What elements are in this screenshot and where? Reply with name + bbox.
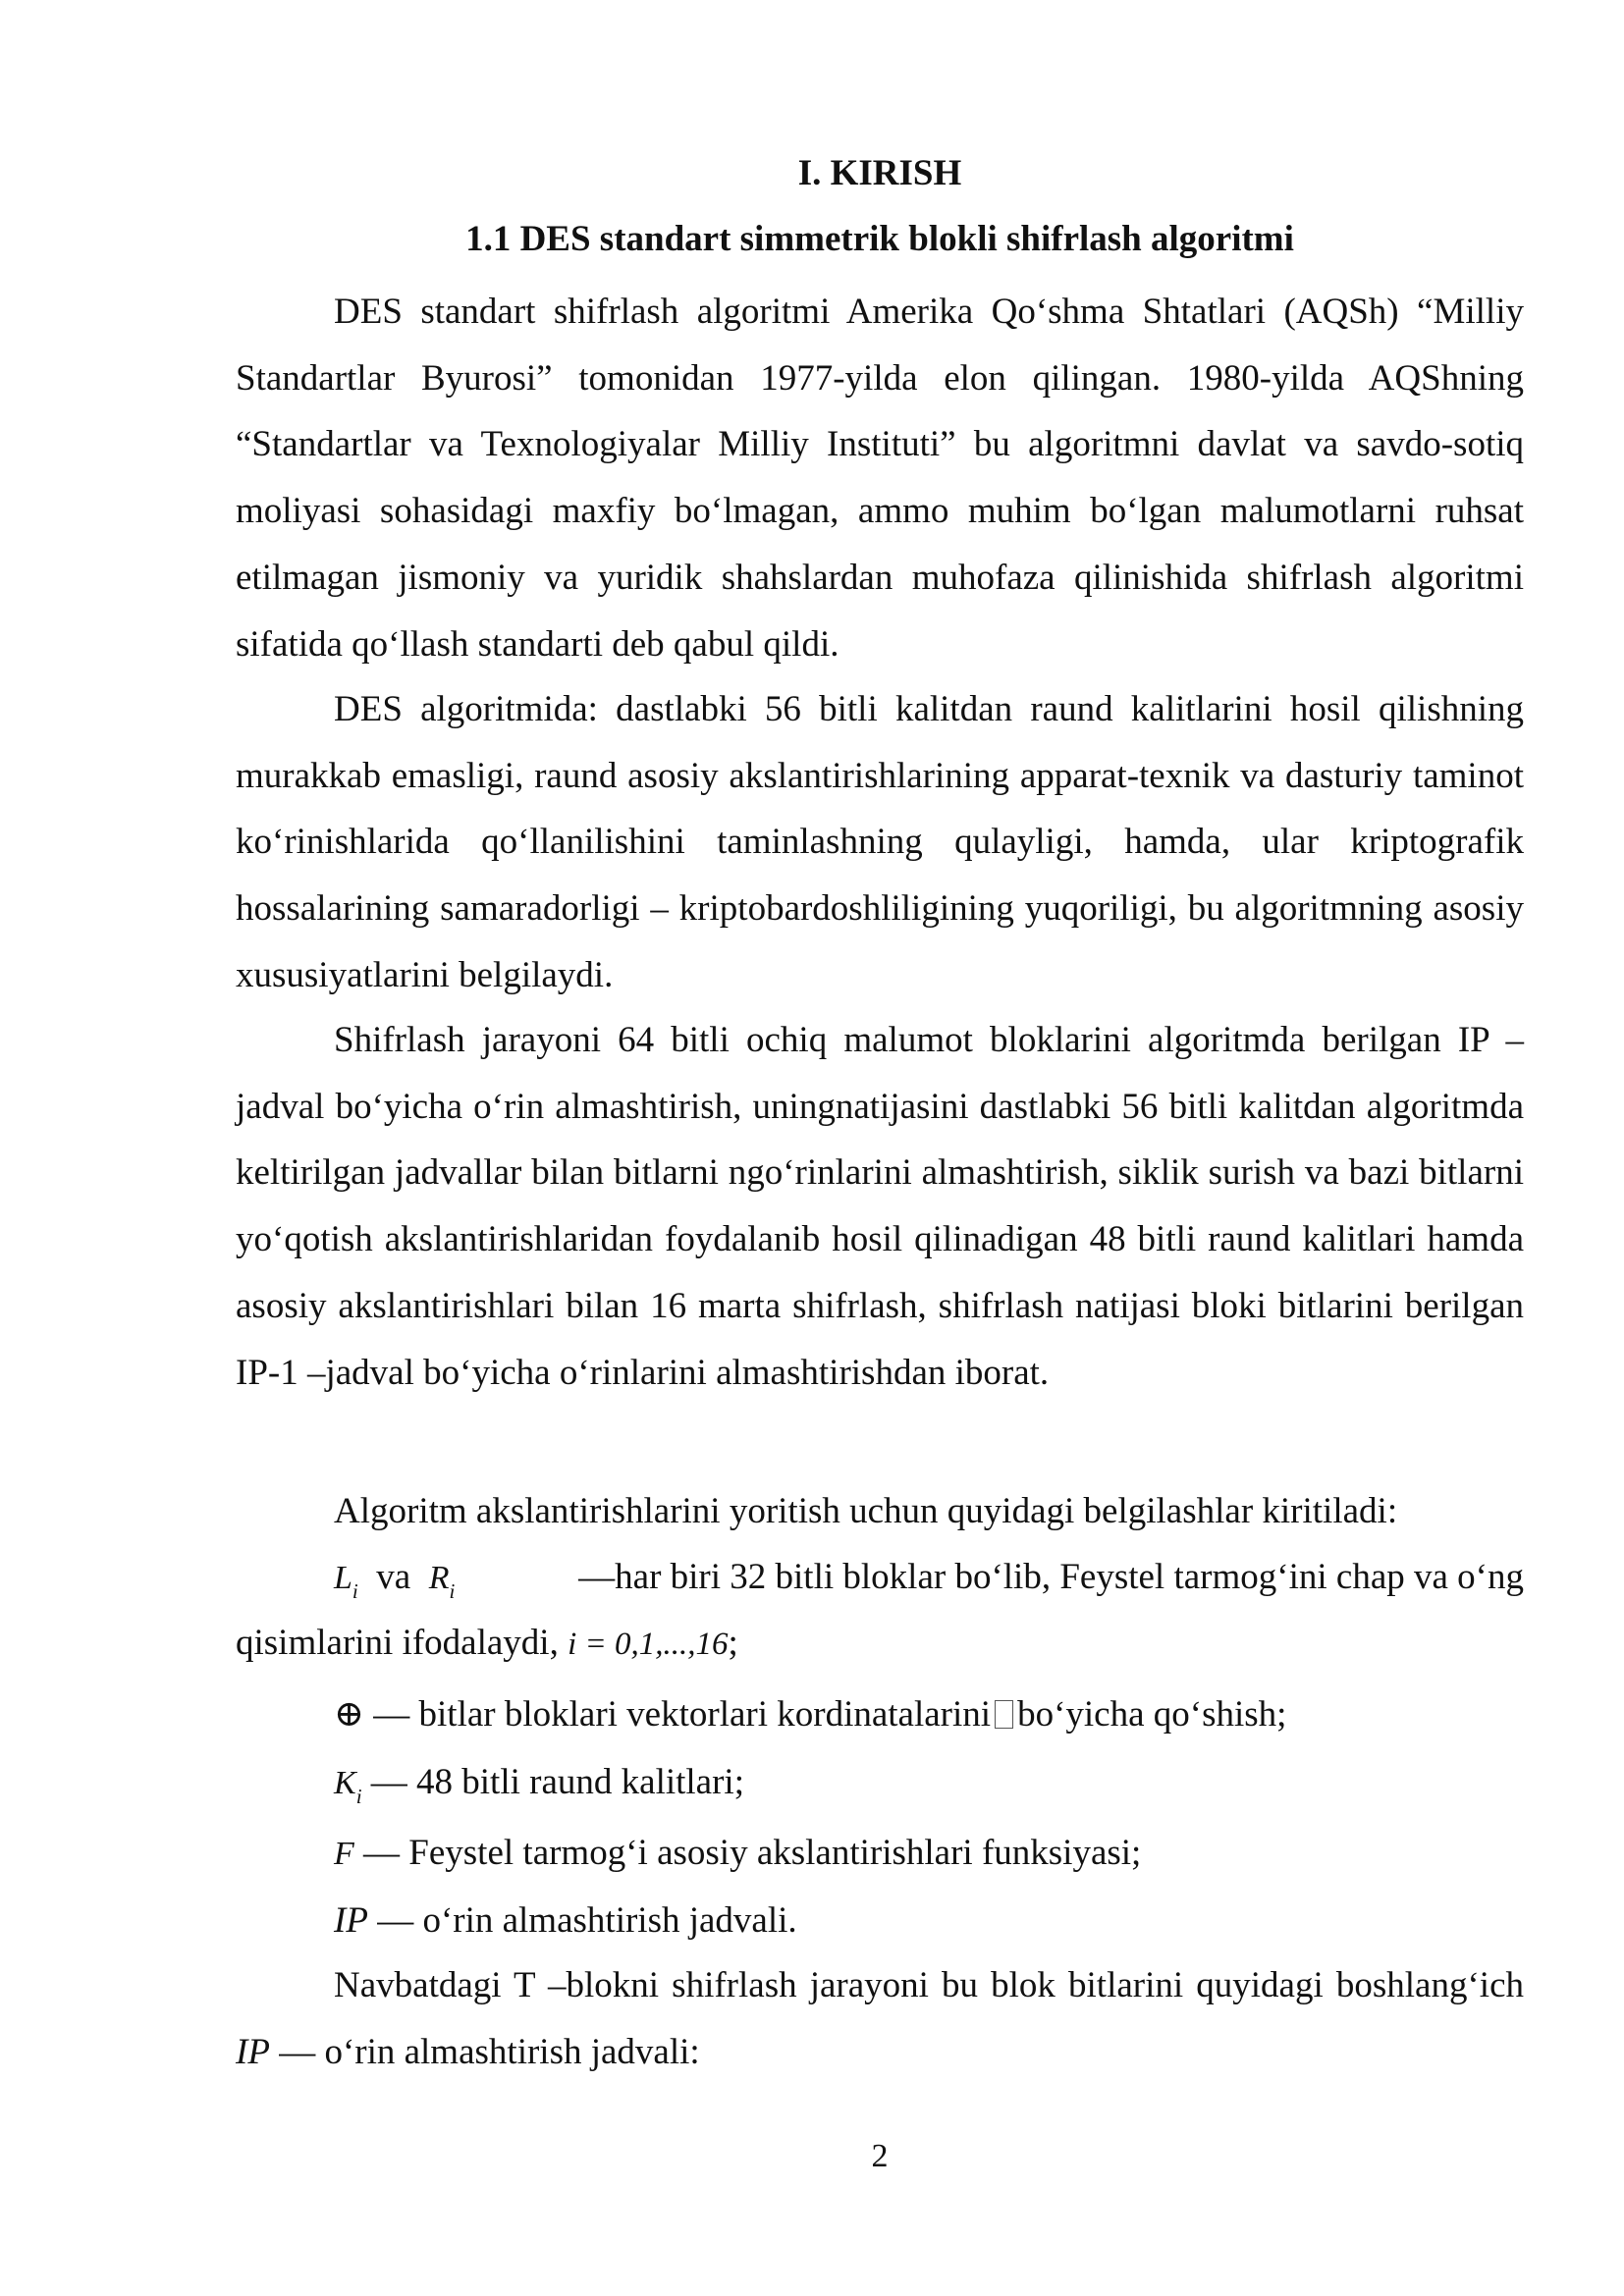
intro-notation-line: Algoritm akslantirishlarini yoritish uchun quyidagi belgilashlar kiritiladi: <box>334 1491 1398 1531</box>
subscript-i-k: i <box>355 1785 362 1808</box>
ip-symbol-inline: IP <box>236 2031 270 2072</box>
xor-text-b: bo‘yicha qo‘shish; <box>1017 1694 1287 1735</box>
xor-text-a: — bitlar bloklari vektorlari kordinatalarini <box>364 1694 992 1735</box>
paragraph-des-history: DES standart shifrlash algoritmi Amerika Qo‘shma Shtatlari (AQSh) “Milliy Standartlar Byurosi” tomonidan 1977-yilda elon qilingan. 1980-yilda AQShning “Standartlar va Texnologiyalar Milliy Instituti” bu algoritmni davlat va savdo-sotiq moliyasi sohasidagi maxfiy bo‘lmagan, ammo muhim bo‘lgan malumotlarni ruhsat etilmagan jismoniy va yuridik shahslardan muhofaza qilinishida shifrlash algoritmi sifatida qo‘llash standarti deb qabul qildi. <box>236 292 1524 665</box>
symbol-l: L <box>334 1560 352 1596</box>
l-r-continuation-text: qisimlarini ifodalaydi, <box>236 1623 559 1663</box>
symbol-f: F <box>334 1836 354 1872</box>
paragraph-encryption-process: Shifrlash jarayoni 64 bitli ochiq malumot bloklarini algoritmda berilgan IP – jadval bo‘yicha o‘rin almashtirish, uningnatijasini dastlabki 56 bitli kalitdan algoritmda keltirilgan jadvallar bilan bitlarni ngo‘rinlarini almashtirish, siklik surish va bazi bitlarni yo‘qotish akslantirishlaridan foydalanib hosil qilinadigan 48 bitli raund kalitlari hamda asosiy akslantirishlari bilan 16 marta shifrlash, shifrlash natijasi bloki bitlarini berilgan IP-1 –jadval bo‘yicha o‘rinlarini almashtirishdan iborat. <box>236 1020 1524 1393</box>
f-description: — Feystel tarmog‘i asosiy akslantirishlari funksiyasi; <box>353 1833 1142 1873</box>
definition-xor <box>334 1692 1286 1735</box>
section-title: 1.1 DES standart simmetrik blokli shifrlash algoritmi <box>465 219 1294 259</box>
subscript-i-r: i <box>449 1579 456 1603</box>
symbol-ip: IP <box>334 1900 368 1941</box>
word-va: va <box>376 1557 411 1597</box>
t-block-text-end: — o‘rin almashtirish jadvali: <box>269 2031 700 2072</box>
xor-icon: ⊕ <box>334 1694 365 1735</box>
definition-l-r-continuation <box>236 1622 738 1664</box>
t-block-text: Navbatdagi T –blokni shifrlash jarayoni bu blok bitlarini quyidagi boshlang‘ich <box>334 1965 1524 2005</box>
k-description: — 48 bitli raund kalitlari; <box>361 1762 744 1802</box>
missing-glyph-box <box>995 1700 1013 1729</box>
document-page <box>236 0 1524 2296</box>
paragraph-t-block <box>236 1952 1524 2085</box>
index-range-formula: i = 0,1,...,16 <box>568 1627 729 1662</box>
paragraph-des-features: DES algoritmida: dastlabki 56 bitli kalitdan raund kalitlarini hosil qilishning murakkab emasligi, raund asosiy akslantirishlarining apparat-texnik va dasturiy taminot ko‘rinishlarida qo‘llanilishini taminlashning qulayligi, hamda, ular kriptografik hossalarining samaradorligi – kriptobardoshliligining yuqoriligi, bu algoritmning asosiy xususiyatlarini belgilaydi. <box>236 689 1524 995</box>
ip-description: — o‘rin almashtirish jadvali. <box>367 1900 797 1941</box>
definition-l-r <box>334 1556 1524 1604</box>
symbol-r: R <box>428 1560 450 1596</box>
l-r-description: —har biri 32 bitli bloklar bo‘lib, Feystel tarmog‘ini chap va o‘ng <box>578 1557 1524 1597</box>
l-r-symbols <box>334 1556 455 1604</box>
subscript-i-l: i <box>352 1579 358 1603</box>
definition-f <box>334 1832 1141 1874</box>
chapter-title: I. KIRISH <box>797 153 962 193</box>
symbol-k: K <box>334 1765 356 1801</box>
definition-ip <box>334 1899 797 1942</box>
definition-k <box>334 1761 744 1809</box>
semicolon: ; <box>728 1623 738 1663</box>
page-number: 2 <box>871 2138 889 2174</box>
